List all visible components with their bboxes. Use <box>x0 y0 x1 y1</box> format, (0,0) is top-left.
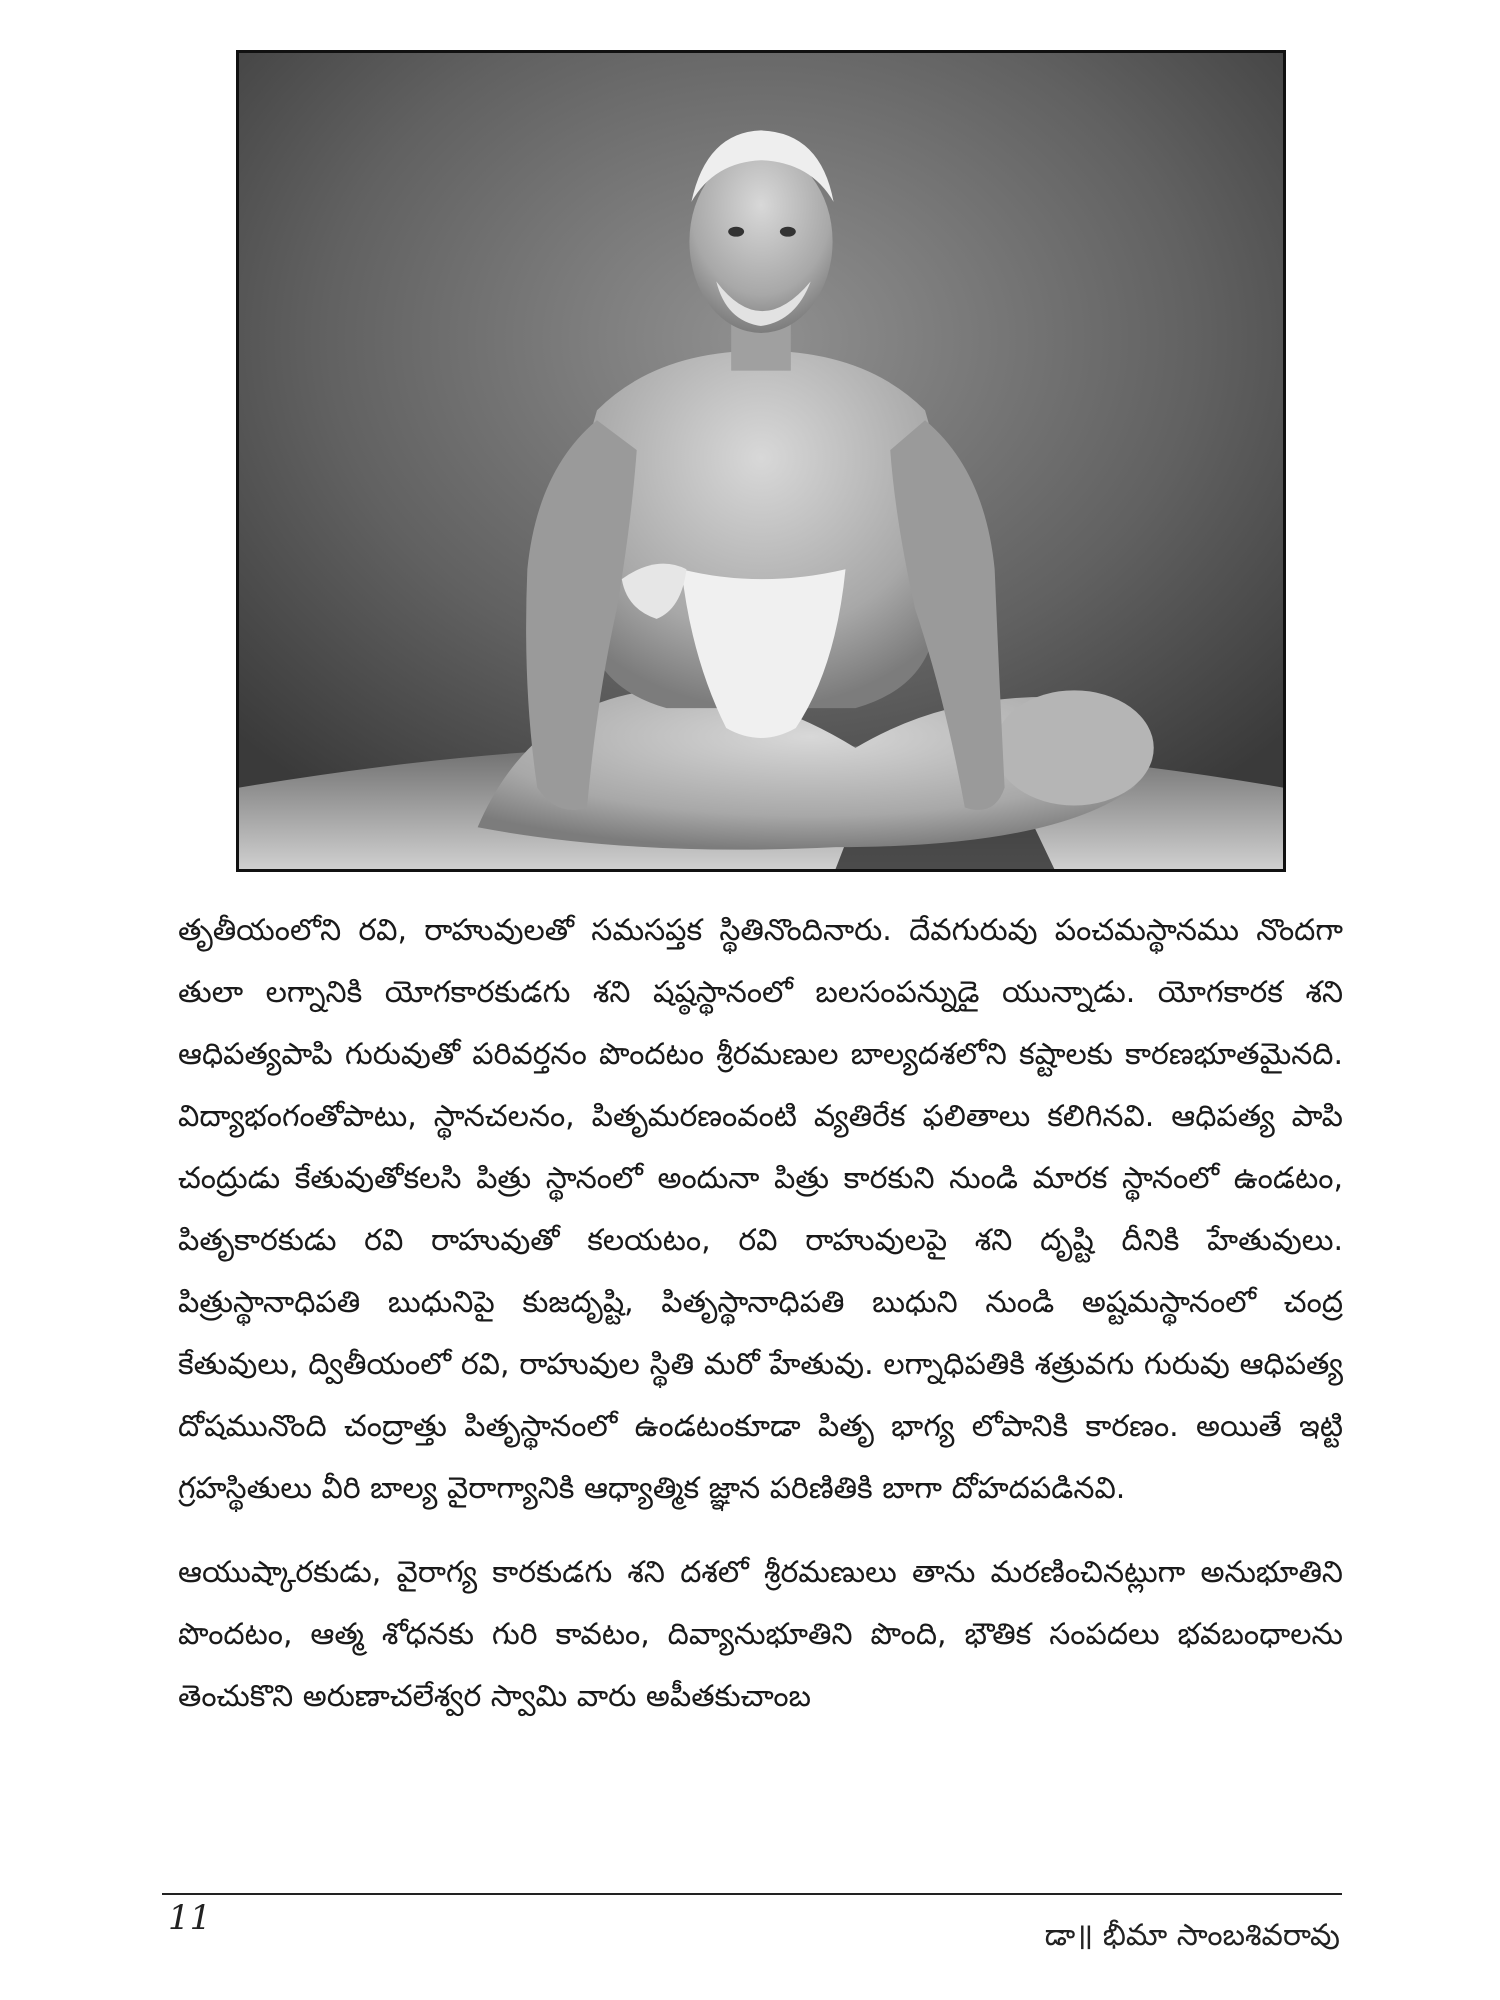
portrait-photo <box>236 50 1286 872</box>
page-number: 11 <box>168 1898 212 1938</box>
paragraph-2: ఆయుష్కారకుడు, వైరాగ్య కారకుడగు శని దశలో శ్రీరమణులు తాను మరణించినట్లుగా అనుభూతిని పొందటం, ఆత్మ శోధనకు గురి కావటం, దివ్యానుభూతిని పొంది, భౌతిక సంపదలు భవబంధాలను తెంచుకొని అరుణాచలేశ్వర స్వామి వారు అపీతకుచాంబ <box>178 1555 1343 1714</box>
portrait-photo-illustration <box>239 53 1283 869</box>
paragraph-1: తృతీయంలోని రవి, రాహువులతో సమసప్తక స్థితినొందినారు. దేవగురువు పంచమస్థానము నొందగా తులా లగ్నానికి యోగకారకుడగు శని షష్ఠస్థానంలో బలసంపన్నుడై యున్నాడు. యోగకారక శని ఆధిపత్యపాపి గురువుతో పరివర్తనం పొందటం శ్రీరమణుల బాల్యదశలోని కష్టాలకు కారణభూతమైనది. విద్యాభంగంతోపాటు, స్థానచలనం, పితృమరణంవంటి వ్యతిరేక ఫలితాలు కలిగినవి. ఆధిపత్య పాపి చంద్రుడు కేతువుతోకలసి పిత్రు స్థానంలో అందునా పిత్రు కారకుని నుండి మారక స్థానంలో ఉండటం, పితృకారకుడు రవి రాహువుతో కలయటం, రవి రాహువులపై శని దృష్టి దీనికి హేతువులు. పిత్రుస్థానాధిపతి బుధునిపై కుజదృష్టి, పితృస్థానాధిపతి బుధుని నుండి అష్టమస్థానంలో చంద్ర కేతువులు, ద్వితీయంలో రవి, రాహువుల స్థితి మరో హేతువు. లగ్నాధిపతికి శత్రువగు గురువు ఆధిపత్య దోషమునొంది చంద్రాత్తు పితృస్థానంలో ఉండటంకూడా పితృ భాగ్య లోపానికి కారణం. అయితే ఇట్టి గ్రహస్థితులు వీరి బాల్య వైరాగ్యానికి ఆధ్యాత్మిక జ్ఞాన పరిణితికి బాగా దోహదపడినవి. <box>178 913 1343 1506</box>
body-text <box>178 900 1343 1728</box>
author-name: డా॥ భీమా సాంబశివరావు <box>1044 1918 1340 1953</box>
footer-divider <box>162 1893 1342 1895</box>
